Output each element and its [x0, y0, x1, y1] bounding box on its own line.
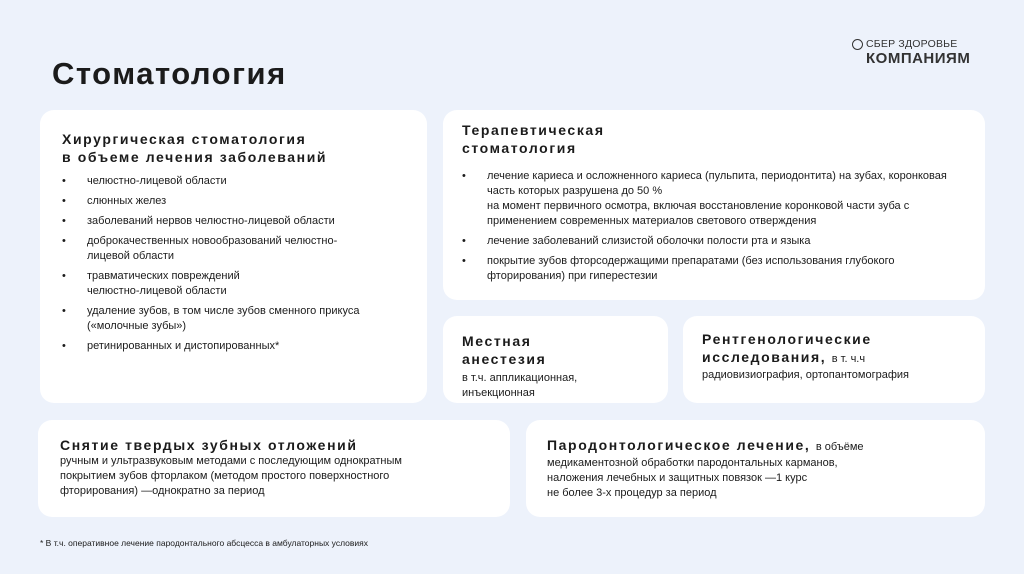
list-item: • удаление зубов, в том числе зубов сменного прикуса («молочные зубы») — [62, 304, 367, 334]
therapeutic-card — [443, 110, 985, 300]
list-item: • травматических повреждений челюстно-лицевой области — [62, 269, 287, 299]
logo-line2: КОМПАНИЯМ — [866, 50, 971, 67]
list-item: • ретинированных и дистопированных* — [62, 339, 407, 354]
therapeutic-list — [462, 169, 965, 284]
list-item: • лечение заболеваний слизистой оболочки полости рта и языка — [462, 234, 965, 249]
logo — [852, 38, 970, 67]
list-item: • доброкачественных новообразований челюстно-лицевой области — [62, 234, 367, 264]
list-item: • лечение кариеса и осложненного кариеса (пульпита, периодонтита) на зубах, коронковая часть которых разрушена до 50 % на момент первичного осмотра, включая восстановление коронковой части зуба с применением современных материалов светового отверждения — [462, 169, 957, 229]
anesthesia-card — [443, 316, 668, 403]
list-item: • заболеваний нервов челюстно-лицевой области — [62, 214, 407, 229]
list-item: • покрытие зубов фторсодержащими препаратами (без использования глубокого фторирования) при гиперестезии — [462, 254, 907, 284]
scaling-heading: Снятие твердых зубных отложений — [60, 437, 358, 453]
list-item: • слюнных желез — [62, 194, 407, 209]
surgical-heading: Хирургическая стоматология в объеме лечения заболеваний — [62, 131, 328, 165]
periodontal-text: медикаментозной обработки пародонтальных карманов, наложения лечебных и защитных повязок —1 курс не более 3-х процедур за период — [547, 457, 838, 499]
xray-card — [683, 316, 985, 403]
anesthesia-text: в т.ч. аппликационная, инъекционная — [462, 372, 578, 399]
surgical-list — [62, 174, 407, 354]
xray-heading: Рентгенологические исследования, в т. ч.ч — [702, 331, 872, 365]
footnote: * В т.ч. оперативное лечение пародонтального абсцесса в амбулаторных условиях — [40, 538, 368, 548]
scaling-card — [38, 420, 510, 517]
periodontal-heading: Пародонтологическое лечение, в объёме — [547, 437, 864, 453]
xray-text: радиовизиография, ортопантомография — [702, 369, 910, 381]
logo-line1: СБЕР ЗДОРОВЬЕ — [866, 38, 958, 50]
check-circle-icon — [852, 39, 863, 50]
therapeutic-heading: Терапевтическая стоматология — [462, 122, 605, 156]
periodontal-card — [526, 420, 985, 517]
list-item: • челюстно-лицевой области — [62, 174, 407, 189]
anesthesia-heading: Местная анестезия — [462, 333, 547, 367]
surgical-card — [40, 110, 427, 403]
scaling-text: ручным и ультразвуковым методами с последующим однократным покрытием зубов фторлаком (методом простого поверхностного фторирования) —однократно за период — [60, 455, 402, 497]
page-title: Стоматология — [52, 56, 287, 91]
